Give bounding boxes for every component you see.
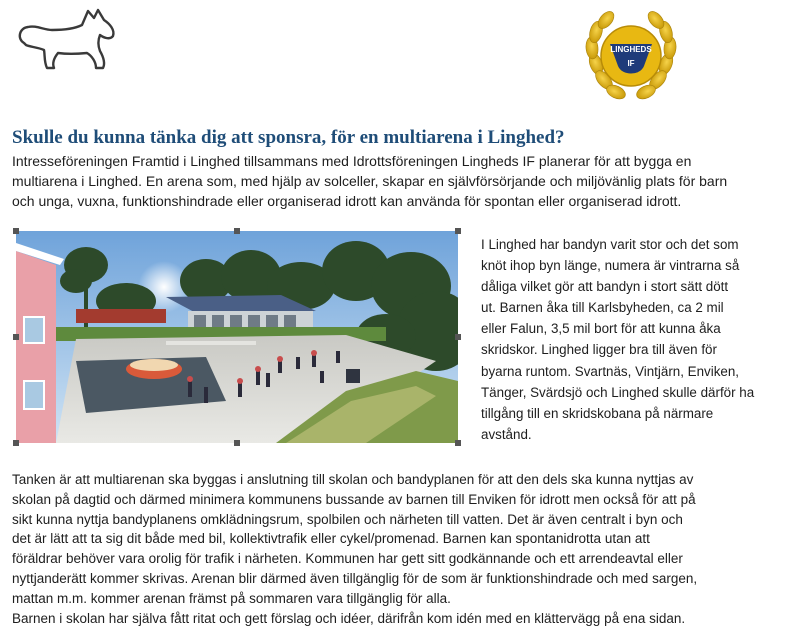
side-line: Tänger, Svärdsjö och Linghed skulle därför ha (481, 384, 755, 400)
side-line: skridskor. Linghed ligger bra till även för (481, 342, 717, 358)
image-resize-handle[interactable] (234, 228, 240, 234)
image-resize-handle[interactable] (13, 440, 19, 446)
body-line: det är lätt att ta sig dit både med bil, kollektivtrafik eller cykel/promenad. Barnen kan spontanidrotta utan att (12, 531, 650, 547)
image-resize-handle[interactable] (13, 228, 19, 234)
image-resize-handle[interactable] (455, 334, 461, 340)
side-line: byarna runtom. Svartnäs, Vintjärn, Enviken, (481, 363, 740, 379)
body-line: skolan på dagtid och därmed minimera kommunens bussande av barnen till Enviken för idrott men också för att på (12, 491, 696, 507)
body-line: nyttjanderätt kommer skrivas. Arenan blir därmed även tillgänglig för de som är funktionshindrade och med sargen, (12, 570, 698, 586)
body-line: föräldrar behöver vara orolig för trafik i närheten. Kommunen har gett sitt godkännande och ett arrendeavtal eller (12, 551, 683, 567)
side-line: knöt ihop byn länge, numera är vintrarna så (481, 258, 740, 274)
horse-outline-icon (14, 6, 118, 72)
body-line: sikt kunna nyttja bandyplanens omklädningsrum, spolbilen och närheten till vatten. Det är även centralt i byn och (12, 511, 683, 527)
side-line: dåliga vilket gör att bandyn i stort sätt dött (481, 279, 729, 295)
image-resize-handle[interactable] (13, 334, 19, 340)
arena-scene-image (16, 231, 458, 443)
club-logo-subtext: IF (627, 59, 635, 68)
side-line: ut. Barnen åka till Karlsbyheden, ca 2 mil (481, 300, 724, 316)
intro-line: multiarena i Linghed. En arena som, med hjälp av solceller, skapar en självförsörjande och miljövänlig plats för barn (12, 173, 728, 189)
image-resize-handle[interactable] (455, 440, 461, 446)
intro-line: och unga, vuxna, funktionshindrade eller organiserad idrott kan använda för spontan eller organiserad idrott. (12, 193, 682, 209)
side-line: eller Falun, 3,5 mil bort för att kunna åka (481, 321, 721, 337)
body-line: Barnen i skolan har själva fått ritat och gett förslag och idéer, därifrån kom idén med en klättervägg på ena sidan. (12, 610, 686, 626)
plan-paragraph (12, 470, 792, 628)
intro-line: Intresseföreningen Framtid i Linghed tillsammans med Idrottsföreningen Lingheds IF planerar för att bygga en (12, 153, 692, 169)
multiarena-illustration (16, 231, 458, 443)
club-logo-text: LINGHEDS (610, 45, 652, 54)
club-emblem-icon (580, 8, 682, 108)
side-line: I Linghed har bandyn varit stor och det som (481, 237, 739, 252)
side-line: avstånd. (481, 426, 532, 442)
side-line: tillgång till en skridskobana på närmare (481, 405, 714, 421)
bandy-paragraph (481, 234, 791, 445)
body-line: mattan m.m. kommer arenan främst på sommaren vara tillgänglig för alla. (12, 590, 451, 606)
body-line: Tanken är att multiarenan ska byggas i anslutning till skolan och bandyplanen för att den dels ska kunna nyttjas av (12, 472, 694, 487)
image-resize-handle[interactable] (234, 440, 240, 446)
page-heading: Skulle du kunna tänka dig att sponsra, för en multiarena i Linghed? (12, 127, 565, 148)
image-resize-handle[interactable] (455, 228, 461, 234)
intro-paragraph (12, 151, 788, 211)
